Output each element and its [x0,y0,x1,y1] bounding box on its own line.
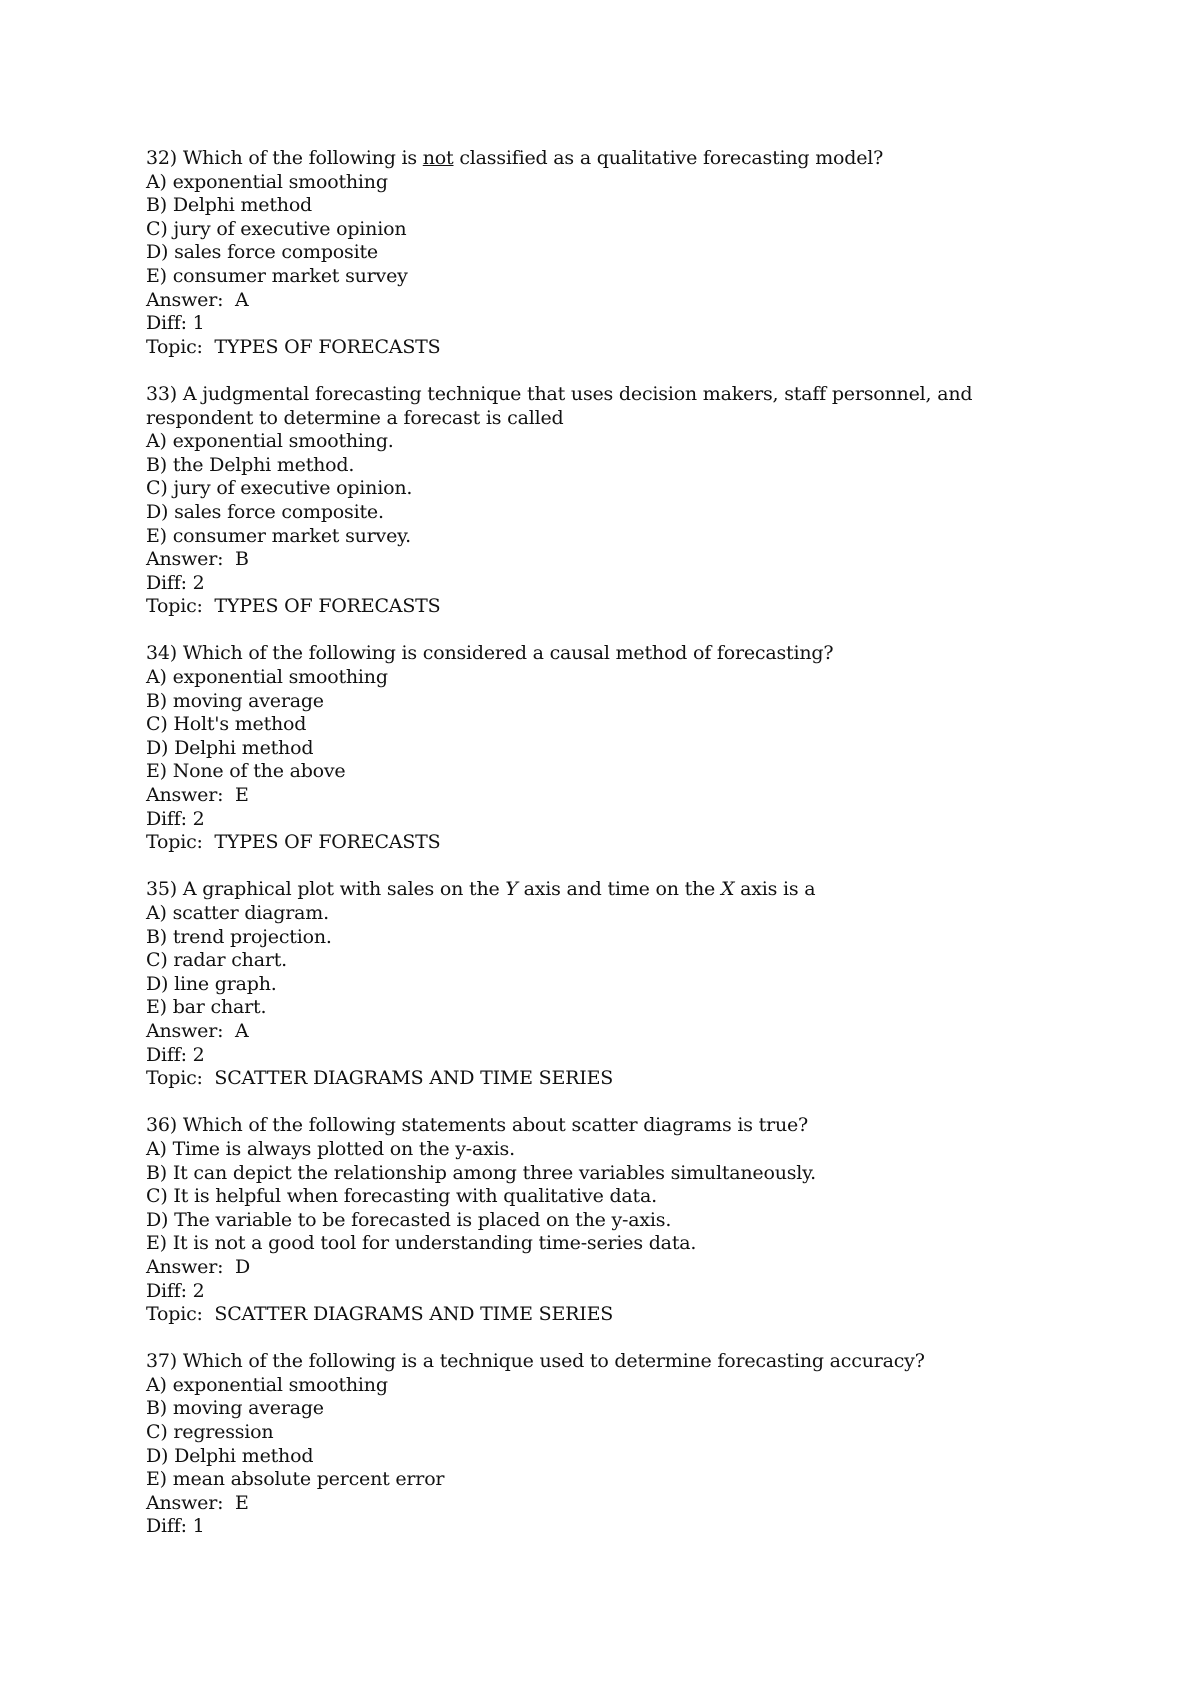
option-a: A) exponential smoothing [146,170,388,193]
question-34 [146,642,1066,854]
stem-text: 37) Which of the following is a technique used to determine forecasting accuracy? [146,1350,925,1373]
question-stem [146,147,1066,171]
option-e: E) mean absolute percent error [146,1468,445,1491]
stem-text: axis is a [734,878,816,901]
answer: Answer: E [146,784,249,807]
question-stem [146,383,1066,430]
answer: Answer: B [146,548,249,571]
option-e: E) It is not a good tool for understanding time-series data. [146,1232,697,1255]
option-a: A) exponential smoothing [146,666,388,689]
question-stem [146,1114,1066,1138]
difficulty: Diff: 2 [146,1043,205,1066]
option-c: C) jury of executive opinion. [146,477,413,500]
option-a: A) scatter diagram. [146,902,329,924]
answer: Answer: A [146,288,249,311]
option-d: D) The variable to be forecasted is placed on the y-axis. [146,1208,672,1231]
question-36 [146,1114,1066,1326]
option-c: C) jury of executive opinion [146,217,407,240]
option-c: C) It is helpful when forecasting with qualitative data. [146,1185,657,1208]
option-e: E) consumer market survey [146,264,408,287]
difficulty: Diff: 2 [146,1279,205,1302]
option-e: E) bar chart. [146,996,267,1019]
stem-italic-y: Y [505,878,518,901]
stem-text: classified as a qualitative forecasting model? [453,147,884,169]
option-c: C) regression [146,1421,274,1444]
stem-text: 35) A graphical plot with sales on the [146,878,506,901]
stem-text: 36) Which of the following statements about scatter diagrams is true? [146,1114,809,1137]
document-page [146,147,1066,1563]
topic: Topic: TYPES OF FORECASTS [146,595,441,618]
stem-text: 34) Which of the following is considered a causal method of forecasting? [146,642,834,665]
question-stem [146,878,1066,902]
question-37 [146,1350,1066,1539]
option-b: B) It can depict the relationship among three variables simultaneously. [146,1161,817,1184]
option-a: A) exponential smoothing [146,1373,388,1396]
topic: Topic: SCATTER DIAGRAMS AND TIME SERIES [146,1067,614,1090]
topic: Topic: TYPES OF FORECASTS [146,335,441,358]
option-b: B) the Delphi method. [146,453,355,476]
option-b: B) Delphi method [146,194,313,217]
option-d: D) sales force composite. [146,500,384,523]
option-d: D) line graph. [146,972,277,995]
option-b: B) trend projection. [146,925,332,948]
question-stem [146,642,1066,666]
question-33 [146,383,1066,619]
stem-text: 32) Which of the following is [146,147,423,169]
topic: Topic: TYPES OF FORECASTS [146,831,441,854]
answer: Answer: E [146,1491,249,1514]
option-d: D) Delphi method [146,736,314,759]
option-d: D) sales force composite [146,241,378,264]
question-32 [146,147,1066,359]
option-e: E) None of the above [146,760,346,783]
option-a: A) Time is always plotted on the y-axis. [146,1137,515,1160]
option-a: A) exponential smoothing. [146,430,394,453]
difficulty: Diff: 2 [146,571,205,594]
answer: Answer: D [146,1255,251,1278]
difficulty: Diff: 2 [146,807,205,830]
answer: Answer: A [146,1019,249,1042]
question-35 [146,878,1066,1090]
option-b: B) moving average [146,689,324,712]
option-d: D) Delphi method [146,1444,314,1467]
stem-text: axis and time on the [517,878,721,901]
difficulty: Diff: 1 [146,312,205,335]
stem-text: 33) A judgmental forecasting technique that uses decision makers, staff personnel, and respondent to determine a forecast is called [146,382,973,429]
option-c: C) Holt's method [146,713,307,736]
option-e: E) consumer market survey. [146,524,411,547]
option-b: B) moving average [146,1397,324,1420]
option-c: C) radar chart. [146,949,287,972]
topic: Topic: SCATTER DIAGRAMS AND TIME SERIES [146,1303,614,1326]
stem-italic-x: X [720,878,735,901]
question-stem [146,1350,1066,1374]
stem-emphasis-underlined: not [422,147,454,169]
difficulty: Diff: 1 [146,1515,205,1538]
